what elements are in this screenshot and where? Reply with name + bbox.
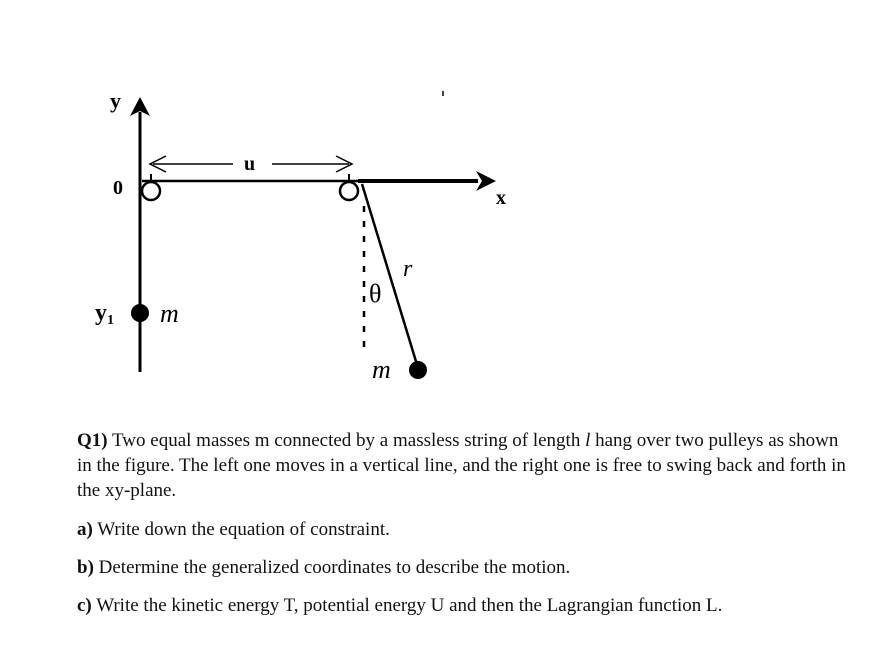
part-text: Write the kinetic energy T, potential energy U and then the Lagrangian function L. [96,595,723,616]
y1-subscript: 1 [107,313,114,328]
question-part-c [77,593,847,618]
left-pulley [142,182,160,200]
right-mass [409,361,427,379]
length-symbol: l [585,430,591,451]
left-mass-label: m [160,299,179,328]
origin-label: 0 [113,177,123,199]
part-label: b) [77,557,94,578]
theta-label: θ [369,279,382,308]
intro-text-after: hang over two pulleys as shown in the figure. The left one moves in a vertical line, and the right one is free to swing back and forth in the xy-plane. [77,430,846,501]
part-text: Write down the equation of constraint. [97,519,390,540]
question-part-b [77,555,847,580]
right-mass-label: m [372,355,391,384]
question-number: Q1) [77,430,108,451]
x-axis-label: x [496,187,506,209]
question-part-a [77,517,847,542]
part-label: c) [77,595,92,616]
part-label: a) [77,519,93,540]
y-axis-label: y [110,88,121,113]
left-mass [131,304,149,322]
part-text: Determine the generalized coordinates to describe the motion. [98,557,571,578]
x-axis-arrowhead [476,171,496,191]
y1-label: y1 [95,300,114,328]
r-label: r [403,256,413,282]
intro-text-before: Two equal masses m connected by a massless string of length [112,430,581,451]
question-intro [77,428,847,503]
u-label: u [244,153,256,175]
question-block [77,428,847,631]
right-pulley [340,182,358,200]
